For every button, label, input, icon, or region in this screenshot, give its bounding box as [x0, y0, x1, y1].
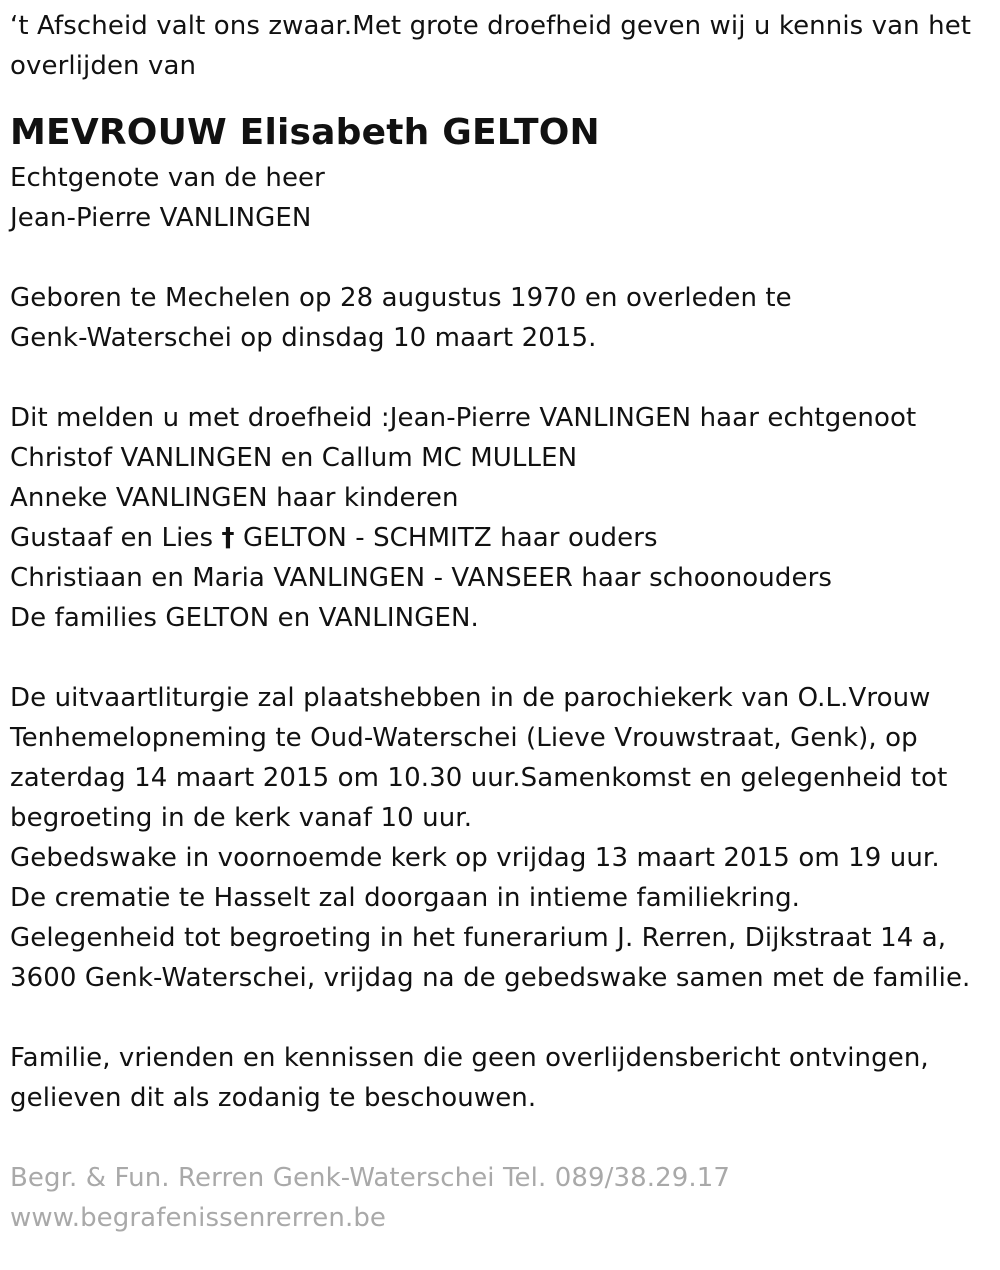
intro-line-2: overlijden van	[10, 51, 197, 81]
funeral-home-footer	[10, 1158, 1000, 1238]
spacer	[10, 998, 1000, 1038]
spacer	[10, 638, 1000, 678]
ceremony-line-3: zaterdag 14 maart 2015 om 10.30 uur.Samenkomst en gelegenheid tot	[10, 763, 948, 793]
family-line-1: Dit melden u met droefheid :Jean-Pierre VANLINGEN haar echtgenoot	[10, 403, 917, 433]
footer-contact: Begr. & Fun. Rerren Genk-Waterschei Tel. 089/38.29.17	[10, 1163, 731, 1193]
ceremony-line-6: De crematie te Hasselt zal doorgaan in intieme familiekring.	[10, 883, 801, 913]
family-line-6: De families GELTON en VANLINGEN.	[10, 603, 479, 633]
ceremony-line-7: Gelegenheid tot begroeting in het funerarium J. Rerren, Dijkstraat 14 a,	[10, 923, 947, 953]
intro-text	[10, 6, 1000, 86]
spacer	[10, 238, 1000, 278]
spacer	[10, 358, 1000, 398]
ceremony-info	[10, 678, 1000, 998]
spacer	[10, 1118, 1000, 1158]
ceremony-line-1: De uitvaartliturgie zal plaatshebben in de parochiekerk van O.L.Vrouw	[10, 683, 931, 713]
closing-note	[10, 1038, 1000, 1118]
ceremony-line-5: Gebedswake in voornoemde kerk op vrijdag 13 maart 2015 om 19 uur.	[10, 843, 940, 873]
closing-line-2: gelieven dit als zodanig te beschouwen.	[10, 1083, 537, 1113]
intro-line-1: ‘t Afscheid valt ons zwaar.Met grote droefheid geven wij u kennis van het	[10, 11, 972, 41]
family-line-4	[10, 518, 1000, 558]
spouse-line-1: Echtgenote van de heer	[10, 163, 325, 193]
family-list	[10, 398, 1000, 638]
spouse-line-2: Jean-Pierre VANLINGEN	[10, 203, 312, 233]
ceremony-line-2: Tenhemelopneming te Oud-Waterschei (Lieve Vrouwstraat, Genk), op	[10, 723, 918, 753]
family-line-5: Christiaan en Maria VANLINGEN - VANSEER haar schoonouders	[10, 563, 833, 593]
birth-line-2: Genk-Waterschei op dinsdag 10 maart 2015.	[10, 323, 597, 353]
family-line-2: Christof VANLINGEN en Callum MC MULLEN	[10, 443, 578, 473]
birth-line-1: Geboren te Mechelen op 28 augustus 1970 en overleden te	[10, 283, 792, 313]
family-line-4-end: GELTON - SCHMITZ haar ouders	[234, 523, 658, 553]
family-line-4-start: Gustaaf en Lies	[10, 523, 222, 553]
family-line-3: Anneke VANLINGEN haar kinderen	[10, 483, 459, 513]
closing-line-1: Familie, vrienden en kennissen die geen overlijdensbericht ontvingen,	[10, 1043, 929, 1073]
cross-icon: †	[221, 523, 235, 553]
deceased-name: MEVROUW Elisabeth GELTON	[10, 112, 600, 153]
footer-website: www.begrafenissenrerren.be	[10, 1203, 387, 1233]
ceremony-line-4: begroeting in de kerk vanaf 10 uur.	[10, 803, 473, 833]
birth-death-info	[10, 278, 1000, 358]
ceremony-line-8: 3600 Genk-Waterschei, vrijdag na de gebedswake samen met de familie.	[10, 963, 971, 993]
spouse-info	[10, 158, 1000, 238]
